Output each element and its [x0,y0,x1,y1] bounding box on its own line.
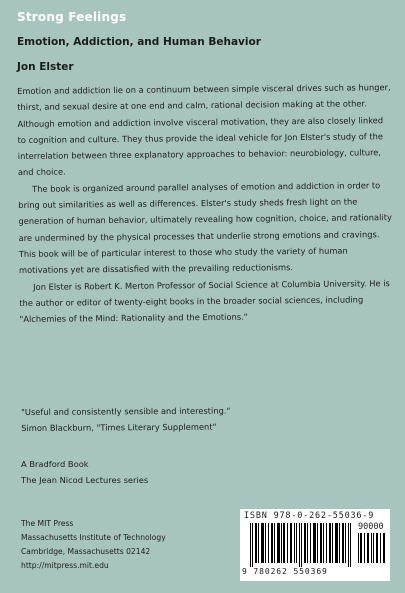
price-code: 90000 [358,522,384,532]
endorsement-quote: "Useful and consistently sensible and interesting." [21,405,231,417]
publisher-institution: Massachusetts Institute of Technology [21,533,166,542]
imprint: A Bradford Book [21,459,89,469]
publisher-name: The MIT Press [21,519,74,528]
blurb-paragraph-1: Emotion and addiction lie on a continuum between simple visceral drives such as hunger, thirst, and sexual desire at one end and calm, rational decision making at the other. Although emotion and addiction involve visceral motivation, they are also closely linked to cognition and culture. They thus provide the ideal vehicle for Jon Elster's study of the interrelation between three explanatory approaches to behavior: neurobiology, culture, and choice. [17,82,391,178]
addon-barcode-bars [358,533,386,563]
endorsement [21,401,381,436]
book-subtitle: Emotion, Addiction, and Human Behavior [17,36,261,48]
series-name: The Jean Nicod Lectures series [21,475,149,485]
endorsement-attribution: Simon Blackburn, "Times Literary Supplement" [21,421,217,433]
publisher-info [21,517,166,573]
publisher-city: Cambridge, Massachusetts 02142 [21,547,151,556]
book-title: Strong Feelings [17,10,127,24]
ean-barcode-bars [250,523,354,567]
blurb-paragraph-3: Jon Elster is Robert K. Merton Professor of Social Science at Columbia University. He is the author or editor of twenty-eight books in the broader social sciences, including "Alchemies of the Mind: Rationality and the Emotions." [19,277,390,325]
series-info [21,456,148,488]
barcode [240,509,390,581]
isbn-text: ISBN 978-0-262-55036-9 [244,511,375,521]
book-author: Jon Elster [17,61,74,73]
blurb [17,79,394,327]
ean-digits: 9 780262 550369 [242,567,328,576]
blurb-paragraph-2: The book is organized around parallel analyses of emotion and addiction in order to bring out similarities as well as differences. Elster's study sheds fresh light on the generation of human behavior, ultimately revealing how cognition, choice, and rationality are undermined by the physical processes that underlie strong emotions and cravings. This book will be of particular interest to those who study the variety of human motivations yet are dissatisfied with the prevailing reductionisms. [18,179,392,276]
publisher-url: http://mitpress.mit.edu [21,561,109,570]
